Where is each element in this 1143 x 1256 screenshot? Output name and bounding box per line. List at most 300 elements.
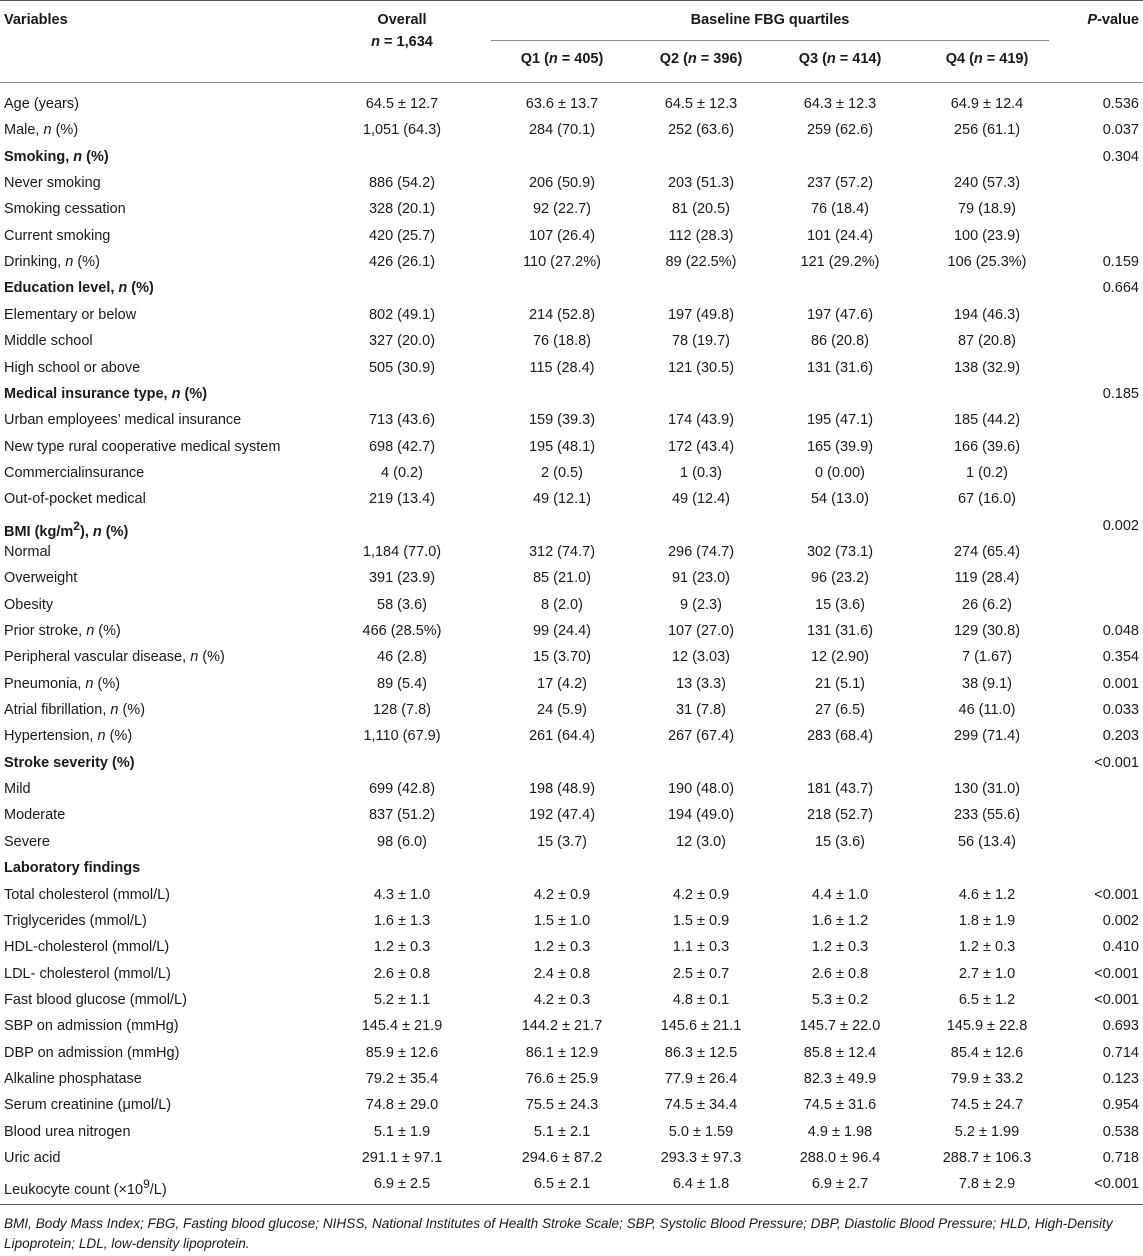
cell-q1: 76 (18.8) (532, 333, 592, 350)
table-row (0, 249, 1143, 275)
cell-q1: 15 (3.7) (537, 833, 587, 850)
cell-overall: 74.8 ± 29.0 (365, 1097, 439, 1114)
row-label: Smoking cessation (4, 201, 126, 218)
cell-q1: 2.4 ± 0.8 (533, 965, 591, 982)
table-row (0, 934, 1143, 960)
cell-q4: 2.7 ± 1.0 (958, 965, 1016, 982)
table-row (0, 1171, 1143, 1197)
table-row (0, 355, 1143, 381)
row-label: Medical insurance type, n (%) (4, 385, 208, 402)
row-label: Severe (4, 833, 50, 850)
row-label: Never smoking (4, 175, 101, 192)
cell-q4: 233 (55.6) (953, 807, 1021, 824)
cell-overall: 291.1 ± 97.1 (361, 1150, 443, 1166)
cell-p-value: <0.001 (1094, 886, 1139, 903)
row-label: Overweight (4, 570, 78, 587)
quartiles-spanner-rule (491, 40, 1049, 41)
row-label: Out-of-pocket medical (4, 491, 146, 508)
cell-overall: 837 (51.2) (368, 807, 436, 824)
table-top-rule (0, 0, 1143, 1)
cell-overall: 58 (3.6) (377, 596, 427, 613)
cell-q1: 214 (52.8) (528, 306, 596, 323)
cell-q1: 4.2 ± 0.3 (533, 991, 591, 1008)
row-label: BMI $(kg/m^2)$, n (%) (4, 518, 129, 540)
cell-p-value: 0.033 (1102, 702, 1139, 719)
row-label: High school or above (4, 359, 141, 376)
cell-q3: 288.0 ± 96.4 (799, 1150, 881, 1166)
row-label: Urban employees’ medical insurance (4, 412, 242, 429)
cell-overall: 426 (26.1) (368, 254, 436, 271)
cell-q2: 194 (49.0) (667, 807, 735, 824)
cell-q2: 5.0 ± 1.59 (668, 1123, 734, 1140)
cell-q4: 85.4 ± 12.6 (950, 1044, 1024, 1061)
table-row (0, 117, 1143, 143)
cell-q4: 4.6 ± 1.2 (958, 886, 1016, 903)
row-label: Age (years) (4, 96, 79, 112)
section-header-row (0, 381, 1143, 407)
cell-q1: 107 (26.4) (528, 227, 596, 244)
row-label: Stroke severity (%) (4, 754, 135, 771)
cell-q4: 1 (0.2) (966, 464, 1008, 481)
cell-q2: 252 (63.6) (667, 122, 735, 139)
table-row (0, 407, 1143, 433)
cell-p-value: 0.714 (1102, 1044, 1139, 1061)
cell-q4: 38 (9.1) (962, 675, 1012, 692)
row-label: Elementary or below (4, 306, 137, 323)
cell-q1: 159 (39.3) (528, 412, 596, 429)
cell-q2: 4.2 ± 0.9 (672, 886, 730, 903)
cell-q3: 21 (5.1) (815, 675, 865, 692)
cell-overall: 328 (20.1) (368, 201, 436, 218)
cell-q1: 6.5 ± 2.1 (533, 1176, 591, 1193)
row-label: Triglycerides (mmol/L) (4, 912, 147, 929)
row-label: Obesity (4, 596, 54, 613)
table-row (0, 908, 1143, 934)
cell-q4: 185 (44.2) (953, 412, 1021, 429)
header-bottom-rule (0, 82, 1143, 83)
cell-q2: 293.3 ± 97.3 (660, 1150, 742, 1166)
cell-q4: 299 (71.4) (953, 728, 1021, 745)
cell-p-value: 0.304 (1102, 148, 1139, 165)
row-label: LDL- cholesterol (mmol/L) (4, 965, 171, 982)
cell-q1: 206 (50.9) (528, 175, 596, 192)
table-row (0, 539, 1143, 565)
cell-overall: 89 (5.4) (377, 675, 427, 692)
section-header-row (0, 144, 1143, 170)
cell-overall: 466 (28.5%) (362, 623, 442, 639)
cell-q2: 12 (3.0) (676, 833, 726, 850)
cell-q3: 302 (73.1) (806, 543, 874, 560)
table-row (0, 882, 1143, 908)
row-label: Commercialinsurance (4, 464, 145, 481)
row-label: SBP on admission (mmHg) (4, 1018, 179, 1035)
table-row (0, 223, 1143, 249)
row-label: Pneumonia, n (%) (4, 675, 121, 692)
cell-q4: 145.9 ± 22.8 (946, 1018, 1028, 1035)
row-label: Normal (4, 543, 51, 560)
cell-overall: 1,051 (64.3) (362, 122, 442, 139)
cell-overall: 713 (43.6) (368, 412, 436, 429)
cell-overall: 5.2 ± 1.1 (373, 991, 431, 1008)
cell-p-value: 0.123 (1102, 1070, 1139, 1087)
row-label: New type rural cooperative medical system (4, 438, 281, 455)
cell-overall: 391 (23.9) (368, 570, 436, 587)
cell-q2: 78 (19.7) (671, 333, 731, 350)
cell-p-value: 0.002 (1102, 517, 1139, 534)
cell-q1: 5.1 ± 2.1 (533, 1123, 591, 1140)
cell-q4: 130 (31.0) (953, 781, 1021, 798)
cell-overall: 5.1 ± 1.9 (373, 1123, 431, 1140)
cell-q3: 1.2 ± 0.3 (811, 939, 869, 956)
cell-q1: 115 (28.4) (529, 359, 595, 376)
cell-p-value: 0.954 (1102, 1097, 1139, 1114)
cell-q3: 131 (31.6) (806, 359, 874, 376)
cell-q3: 197 (47.6) (806, 306, 874, 323)
cell-q4: 67 (16.0) (957, 491, 1017, 508)
cell-q2: 121 (30.5) (667, 359, 735, 376)
cell-q4: 194 (46.3) (953, 306, 1021, 323)
table-row (0, 486, 1143, 512)
cell-q4: 5.2 ± 1.99 (954, 1123, 1020, 1140)
cell-q1: 2 (0.5) (541, 464, 583, 481)
cell-q4: 138 (32.9) (953, 359, 1021, 376)
cell-p-value: 0.693 (1102, 1018, 1139, 1035)
cell-overall: 698 (42.7) (368, 438, 436, 455)
cell-overall: 98 (6.0) (377, 833, 427, 850)
row-label: DBP on admission (mmHg) (4, 1044, 180, 1061)
row-label: Middle school (4, 333, 93, 350)
cell-q2: 203 (51.3) (667, 175, 735, 192)
table-row (0, 776, 1143, 802)
cell-q1: 63.6 ± 13.7 (525, 96, 599, 112)
cell-q4: 64.9 ± 12.4 (950, 96, 1024, 112)
cell-q4: 56 (13.4) (957, 833, 1017, 850)
row-label: Alkaline phosphatase (4, 1070, 142, 1087)
cell-q2: 197 (49.8) (667, 306, 735, 323)
cell-q3: 15 (3.6) (815, 833, 865, 850)
cell-q3: 2.6 ± 0.8 (811, 965, 869, 982)
table-bottom-rule (0, 1204, 1143, 1205)
table-row (0, 618, 1143, 644)
cell-p-value: 0.159 (1102, 254, 1139, 271)
cell-q3: 74.5 ± 31.6 (803, 1097, 877, 1114)
cell-q1: 4.2 ± 0.9 (533, 886, 591, 903)
cell-q1: 110 (27.2%) (523, 254, 601, 271)
cell-p-value: 0.002 (1102, 912, 1139, 929)
cell-q2: 89 (22.5%) (665, 254, 737, 271)
table-row (0, 671, 1143, 697)
header-baseline-fbg-quartiles: Baseline FBG quartiles (690, 12, 850, 28)
row-label: Leukocyte count $(\times 10^9/L)$ (4, 1177, 167, 1199)
cell-q4: 288.7 ± 106.3 (942, 1150, 1032, 1166)
cell-q2: 112 (28.3) (668, 227, 734, 244)
cell-overall: 128 (7.8) (372, 702, 432, 719)
table-row (0, 460, 1143, 486)
cell-overall: 1,110 (67.9) (363, 728, 441, 745)
section-header-row (0, 275, 1143, 301)
cell-q4: 7 (1.67) (962, 649, 1012, 666)
cell-q3: 54 (13.0) (810, 491, 870, 508)
cell-q3: 165 (39.9) (806, 438, 874, 455)
row-label: Drinking, n (%) (4, 254, 100, 271)
cell-q1: 86.1 ± 12.9 (525, 1044, 599, 1061)
cell-q3: 12 (2.90) (810, 649, 870, 666)
row-label: Smoking, n (%) (4, 148, 109, 165)
cell-p-value: 0.538 (1102, 1123, 1139, 1140)
cell-overall: 6.9 ± 2.5 (373, 1176, 431, 1193)
cell-overall: 64.5 ± 12.7 (365, 96, 439, 112)
cell-q1: 76.6 ± 25.9 (525, 1070, 599, 1087)
row-label: Current smoking (4, 227, 111, 244)
cell-q3: 237 (57.2) (806, 175, 874, 192)
cell-q3: 27 (6.5) (815, 702, 865, 719)
cell-p-value: <0.001 (1094, 754, 1139, 771)
header-q3: Q3 (n = 414) (798, 51, 882, 67)
cell-q4: 74.5 ± 24.7 (950, 1097, 1024, 1114)
cell-q3: 101 (24.4) (806, 227, 874, 244)
cell-overall: 4.3 ± 1.0 (373, 886, 431, 903)
cell-q1: 85 (21.0) (532, 570, 592, 587)
cell-q1: 192 (47.4) (528, 807, 596, 824)
cell-q1: 144.2 ± 21.7 (521, 1018, 603, 1035)
cell-q1: 195 (48.1) (528, 438, 596, 455)
cell-p-value: <0.001 (1094, 1176, 1139, 1193)
cell-q3: 86 (20.8) (810, 333, 870, 350)
cell-q2: 267 (67.4) (667, 728, 735, 745)
cell-q4: 6.5 ± 1.2 (958, 991, 1016, 1008)
cell-q3: 259 (62.6) (806, 122, 874, 139)
table-row (0, 1040, 1143, 1066)
table-row (0, 961, 1143, 987)
cell-q4: 256 (61.1) (953, 122, 1021, 139)
cell-q1: 284 (70.1) (528, 122, 596, 139)
cell-q3: 82.3 ± 49.9 (803, 1070, 877, 1087)
row-label: Peripheral vascular disease, n (%) (4, 649, 225, 666)
cell-q4: 166 (39.6) (953, 438, 1021, 455)
cell-p-value: 0.536 (1102, 96, 1139, 112)
table-row (0, 1092, 1143, 1118)
cell-q3: 0 (0.00) (815, 464, 865, 481)
table-row (0, 829, 1143, 855)
cell-p-value: 0.410 (1102, 939, 1139, 956)
header-p-value: P-value (1087, 12, 1139, 28)
table-row (0, 1145, 1143, 1171)
cell-q1: 1.5 ± 1.0 (533, 912, 591, 929)
cell-q2: 2.5 ± 0.7 (672, 965, 730, 982)
header-q1: Q1 (n = 405) (520, 51, 604, 67)
row-label: Laboratory findings (4, 860, 141, 877)
cell-q2: 1 (0.3) (680, 464, 722, 481)
cell-q1: 8 (2.0) (541, 596, 583, 613)
header-q2: Q2 (n = 396) (659, 51, 743, 67)
cell-overall: 4 (0.2) (381, 464, 423, 481)
table-row (0, 987, 1143, 1013)
cell-q2: 64.5 ± 12.3 (664, 96, 738, 112)
cell-overall: 1.2 ± 0.3 (373, 939, 431, 956)
cell-q1: 1.2 ± 0.3 (533, 939, 591, 956)
cell-q2: 77.9 ± 26.4 (664, 1070, 738, 1087)
cell-q2: 74.5 ± 34.4 (664, 1097, 738, 1114)
cell-overall: 1,184 (77.0) (362, 543, 442, 560)
cell-overall: 1.6 ± 1.3 (373, 912, 431, 929)
row-label: Male, n (%) (4, 122, 79, 139)
cell-q1: 312 (74.7) (528, 543, 596, 560)
table-row (0, 91, 1143, 117)
cell-q1: 92 (22.7) (532, 201, 592, 218)
cell-q3: 96 (23.2) (810, 570, 870, 587)
cell-p-value: 0.718 (1102, 1150, 1139, 1166)
header-variables: Variables (4, 12, 68, 28)
cell-p-value: 0.001 (1102, 675, 1139, 692)
cell-q4: 274 (65.4) (953, 543, 1021, 560)
cell-q2: 13 (3.3) (676, 675, 726, 692)
cell-overall: 699 (42.8) (368, 781, 436, 798)
cell-q3: 15 (3.6) (815, 596, 865, 613)
cell-overall: 802 (49.1) (368, 306, 436, 323)
table-row (0, 1066, 1143, 1092)
cell-q3: 6.9 ± 2.7 (811, 1176, 869, 1193)
table-row (0, 802, 1143, 828)
cell-q4: 79.9 ± 33.2 (950, 1070, 1024, 1087)
cell-overall: 2.6 ± 0.8 (373, 965, 431, 982)
cell-p-value: 0.185 (1102, 385, 1139, 402)
cell-overall: 327 (20.0) (368, 333, 436, 350)
table-footnote: BMI, Body Mass Index; FBG, Fasting blood glucose; NIHSS, National Institutes of Health Stroke Scale; SBP, Systolic Blood Pressure; DBP, Diastolic Blood Pressure; HLD, High-Density Lipoprotein; LDL, low-density lipoprotein. (4, 1216, 1113, 1251)
header-q4: Q4 (n = 419) (945, 51, 1029, 67)
row-label: Moderate (4, 807, 66, 824)
cell-overall: 85.9 ± 12.6 (365, 1044, 439, 1061)
cell-q2: 174 (43.9) (667, 412, 735, 429)
cell-q1: 261 (64.4) (528, 728, 596, 745)
cell-p-value: <0.001 (1094, 991, 1139, 1008)
table-row (0, 1013, 1143, 1039)
table-row (0, 434, 1143, 460)
cell-p-value: 0.203 (1102, 728, 1139, 745)
row-label: Education level, n (%) (4, 280, 154, 297)
cell-q4: 26 (6.2) (962, 596, 1012, 613)
cell-q4: 7.8 ± 2.9 (958, 1176, 1016, 1193)
cell-overall: 420 (25.7) (368, 227, 436, 244)
table-row (0, 170, 1143, 196)
header-overall: Overall (377, 12, 427, 28)
row-label: Mild (4, 781, 31, 798)
cell-q3: 64.3 ± 12.3 (803, 96, 877, 112)
cell-q2: 1.5 ± 0.9 (672, 912, 730, 929)
row-label: Fast blood glucose (mmol/L) (4, 991, 187, 1008)
section-header-row (0, 750, 1143, 776)
cell-q1: 75.5 ± 24.3 (525, 1097, 599, 1114)
cell-q2: 190 (48.0) (667, 781, 735, 798)
table-row (0, 592, 1143, 618)
row-label: Hypertension, n (%) (4, 728, 133, 745)
cell-overall: 505 (30.9) (368, 359, 436, 376)
cell-overall: 46 (2.8) (377, 649, 427, 666)
cell-overall: 79.2 ± 35.4 (365, 1070, 439, 1087)
row-label: Serum creatinine (μmol/L) (4, 1097, 172, 1114)
cell-overall: 145.4 ± 21.9 (361, 1018, 443, 1035)
cell-q1: 198 (48.9) (528, 781, 596, 798)
cell-q3: 131 (31.6) (806, 623, 874, 639)
cell-overall: 886 (54.2) (368, 175, 436, 192)
cell-q2: 49 (12.4) (671, 491, 731, 508)
cell-q3: 218 (52.7) (806, 807, 874, 824)
table-row (0, 328, 1143, 354)
cell-p-value: 0.664 (1102, 280, 1139, 297)
cell-q3: 1.6 ± 1.2 (811, 912, 869, 929)
cell-q4: 1.2 ± 0.3 (958, 939, 1016, 956)
cell-q4: 119 (28.4) (954, 570, 1020, 587)
cell-p-value: 0.048 (1102, 623, 1139, 639)
cell-q3: 5.3 ± 0.2 (811, 991, 869, 1008)
cell-q4: 46 (11.0) (958, 702, 1016, 719)
cell-q4: 240 (57.3) (953, 175, 1021, 192)
header-overall-n: n = 1,634 (371, 34, 433, 50)
table-row (0, 565, 1143, 591)
cell-q2: 91 (23.0) (671, 570, 731, 587)
cell-p-value: 0.354 (1102, 649, 1139, 666)
cell-q4: 129 (30.8) (953, 623, 1021, 639)
cell-q4: 79 (18.9) (957, 201, 1017, 218)
cell-p-value: <0.001 (1094, 965, 1139, 982)
row-label: Blood urea nitrogen (4, 1123, 131, 1140)
table-row (0, 644, 1143, 670)
table-row (0, 196, 1143, 222)
cell-q2: 172 (43.4) (667, 438, 735, 455)
section-header-row (0, 855, 1143, 881)
cell-q2: 86.3 ± 12.5 (664, 1044, 738, 1061)
cell-q3: 283 (68.4) (806, 728, 874, 745)
row-label: HDL-cholesterol (mmol/L) (4, 939, 170, 956)
cell-q3: 195 (47.1) (806, 412, 874, 429)
table-row (0, 697, 1143, 723)
cell-q2: 296 (74.7) (667, 543, 735, 560)
cell-q3: 145.7 ± 22.0 (799, 1018, 881, 1035)
cell-q2: 9 (2.3) (680, 596, 722, 613)
cell-q4: 106 (25.3%) (947, 254, 1027, 271)
cell-q3: 4.9 ± 1.98 (807, 1123, 873, 1140)
cell-q2: 4.8 ± 0.1 (672, 991, 730, 1008)
table-row (0, 1119, 1143, 1145)
cell-q1: 294.6 ± 87.2 (521, 1150, 603, 1166)
row-label: Atrial fibrillation, n (%) (4, 702, 146, 719)
cell-q1: 49 (12.1) (532, 491, 592, 508)
row-label: Uric acid (4, 1150, 61, 1166)
cell-q2: 145.6 ± 21.1 (660, 1018, 742, 1035)
cell-q2: 81 (20.5) (671, 201, 731, 218)
cell-q2: 1.1 ± 0.3 (672, 939, 730, 956)
section-header-row (0, 513, 1143, 539)
cell-q2: 31 (7.8) (676, 702, 726, 719)
cell-q4: 87 (20.8) (957, 333, 1017, 350)
cell-q1: 15 (3.70) (532, 649, 592, 666)
cell-overall: 219 (13.4) (368, 491, 436, 508)
cell-q1: 17 (4.2) (537, 675, 587, 692)
cell-q2: 107 (27.0) (667, 623, 735, 639)
row-label: Total cholesterol (mmol/L) (4, 886, 170, 903)
cell-q4: 1.8 ± 1.9 (958, 912, 1016, 929)
cell-q3: 85.8 ± 12.4 (803, 1044, 877, 1061)
row-label: Prior stroke, n (%) (4, 623, 121, 639)
cell-p-value: 0.037 (1102, 122, 1139, 139)
table-row (0, 723, 1143, 749)
cell-q3: 4.4 ± 1.0 (811, 886, 869, 903)
cell-q3: 121 (29.2%) (800, 254, 880, 271)
cell-q2: 12 (3.03) (671, 649, 731, 666)
cell-q4: 100 (23.9) (953, 227, 1021, 244)
cell-q1: 24 (5.9) (537, 702, 587, 719)
table-row (0, 302, 1143, 328)
cell-q1: 99 (24.4) (532, 623, 592, 639)
